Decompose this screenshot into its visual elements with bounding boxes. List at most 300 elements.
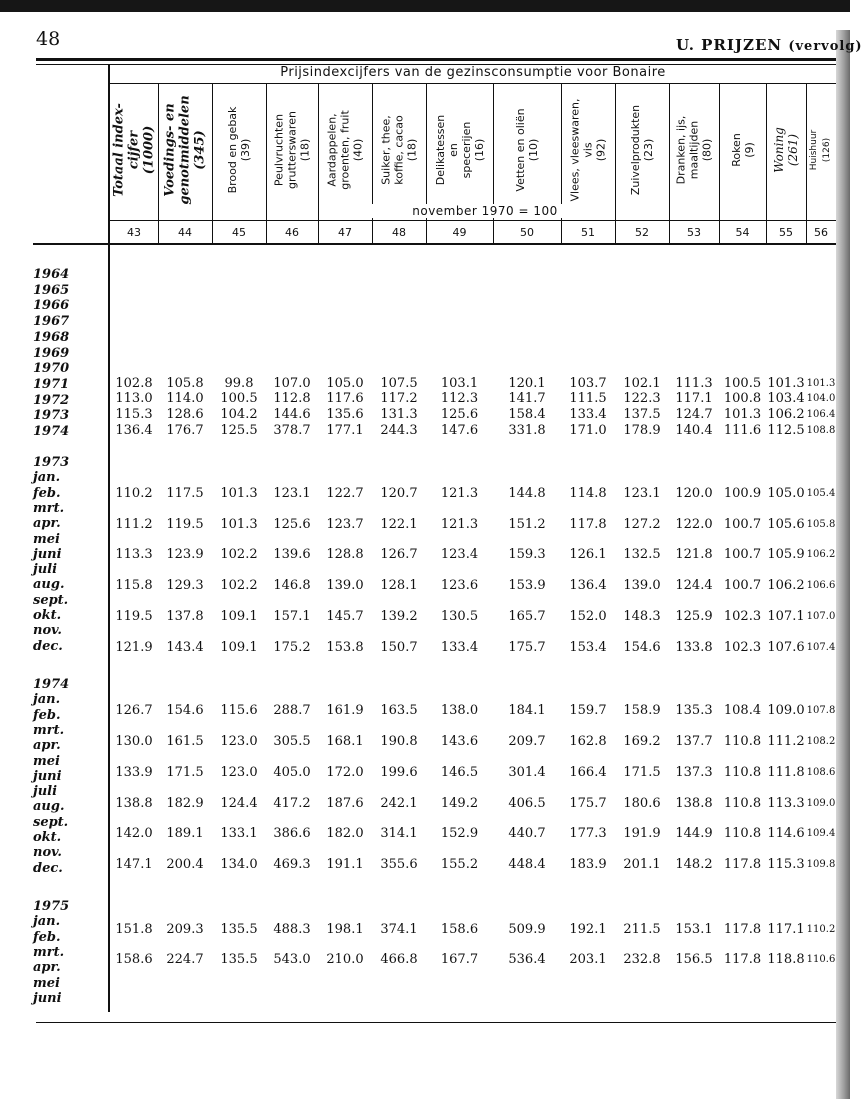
table-cell: 102.8 [115,376,153,391]
table-cell: 191.1 [326,857,364,872]
table-cell: 149.2 [440,796,479,811]
table-cell: 161.5 [166,734,204,749]
row-label: nov. [33,845,62,861]
column-header-label: Brood en gebak (39) [226,106,252,194]
table-cell: 117.8 [723,857,762,872]
table-cell: 108.6 [806,767,836,778]
table-cell: 103.7 [569,376,607,391]
table-cell: 189.1 [166,826,204,841]
table-cell: 111.2 [767,734,805,749]
table-cell: 101.3 [806,378,836,389]
table-cell: 140.4 [675,423,713,438]
table-cell: 123.9 [166,547,204,562]
table-cell: 111.8 [767,765,805,780]
table-cell: 153.1 [675,922,713,937]
table-cell: 117.8 [569,517,607,532]
table-cell: 107.6 [767,640,805,655]
row-label: 1973 [33,455,70,470]
table-cell: 106.2 [767,578,805,593]
table-cell: 122.0 [675,517,713,532]
column-number: 45 [232,226,246,239]
column-divider [426,84,427,243]
table-cell: 110.6 [806,954,836,965]
table-cell: 126.7 [115,703,153,718]
table-cell: 110.2 [806,924,836,935]
table-cell: 288.7 [273,703,311,718]
column-header-label: Zuivelprodukten (23) [629,104,655,196]
table-cell: 148.3 [623,609,661,624]
row-label: juni [33,546,62,562]
table-cell: 151.8 [115,922,153,937]
table-cell: 105.8 [806,519,836,530]
table-cell: 178.9 [623,423,661,438]
row-label: mei [33,753,60,769]
table-cell: 146.8 [273,578,311,593]
table-cell: 133.8 [675,640,713,655]
table-cell: 138.8 [675,796,713,811]
table-cell: 146.5 [440,765,479,780]
table-cell: 509.9 [508,922,546,937]
table-cell: 112.8 [273,391,311,406]
table-cell: 125.6 [440,407,479,422]
table-cell: 209.3 [166,922,204,937]
table-cell: 119.5 [166,517,204,532]
table-cell: 171.0 [569,423,607,438]
table-cell: 122.1 [380,517,418,532]
row-label: sept. [33,814,69,830]
row-label: 1967 [33,314,70,330]
table-cell: 156.5 [675,952,713,967]
column-header-44 [158,84,212,216]
table-cell: 131.3 [380,407,418,422]
row-label: 1972 [33,392,70,408]
table-cell: 128.6 [166,407,204,422]
table-cell: 104.2 [220,407,258,422]
table-cell: 135.5 [220,922,258,937]
table-cell: 175.2 [273,640,311,655]
table-cell: 108.2 [806,736,836,747]
table-cell: 105.0 [767,486,805,501]
row-label: 1970 [33,361,70,377]
table-cell: 139.0 [623,578,661,593]
table-cell: 102.2 [220,578,258,593]
table-cell: 117.2 [380,391,418,406]
table-cell: 109.0 [806,798,836,809]
table-cell: 111.6 [723,423,762,438]
table-cell: 374.1 [380,922,418,937]
column-divider [615,84,616,243]
table-cell: 191.9 [623,826,661,841]
table-cell: 113.0 [115,391,153,406]
table-cell: 120.7 [380,486,418,501]
table-cell: 184.1 [508,703,546,718]
table-cell: 104.0 [806,393,836,404]
column-divider [158,84,159,243]
table-cell: 139.6 [273,547,311,562]
table-cell: 109.0 [767,703,805,718]
table-cell: 107.5 [380,376,418,391]
table-cell: 171.5 [623,765,661,780]
table-cell: 244.3 [380,423,418,438]
table-cell: 301.4 [508,765,546,780]
column-header-label: Peulvruchten grutterswaren (18) [272,111,312,189]
column-header-label: Dranken, ijs, maaltijden (80) [674,115,714,185]
table-cell: 203.1 [569,952,607,967]
table-cell: 120.1 [508,376,546,391]
column-header-48 [372,84,426,216]
base-period-note: november 1970 = 100 [370,204,600,218]
table-cell: 142.0 [115,826,153,841]
table-cell: 314.1 [380,826,418,841]
table-cell: 133.4 [569,407,607,422]
table-cell: 143.6 [440,734,479,749]
table-cell: 129.3 [166,578,204,593]
table-cell: 145.7 [326,609,364,624]
table-cell: 176.7 [166,423,204,438]
table-cell: 103.1 [440,376,479,391]
column-divider [669,84,670,243]
table-cell: 112.5 [767,423,805,438]
table-cell: 122.7 [326,486,364,501]
table-cell: 192.1 [569,922,607,937]
column-header-50 [493,84,561,216]
table-cell: 123.6 [440,578,479,593]
table-cell: 165.7 [508,609,546,624]
table-cell: 159.3 [508,547,546,562]
table-cell: 136.4 [569,578,607,593]
table-cell: 198.1 [326,922,364,937]
table-cell: 100.9 [723,486,762,501]
table-cell: 102.2 [220,547,258,562]
table-cell: 115.3 [767,857,805,872]
table-cell: 133.4 [440,640,479,655]
table-cell: 102.3 [723,640,762,655]
table-cell: 117.1 [675,391,713,406]
table-cell: 175.7 [508,640,546,655]
column-divider [318,84,319,243]
table-cell: 106.2 [767,407,805,422]
column-number: 56 [814,226,828,239]
table-cell: 153.8 [326,640,364,655]
table-cell: 126.1 [569,547,607,562]
table-cell: 125.9 [675,609,713,624]
table-cell: 112.3 [440,391,479,406]
table-cell: 109.1 [220,640,258,655]
row-label: dec. [33,638,63,654]
table-cell: 147.6 [440,423,479,438]
table-cell: 134.0 [220,857,258,872]
column-header-label: Delikatessen en specerijen (16) [433,114,486,186]
table-cell: 99.8 [224,376,254,391]
table-cell: 155.2 [440,857,479,872]
table-cell: 169.2 [623,734,661,749]
table-cell: 132.5 [623,547,661,562]
table-cell: 123.4 [440,547,479,562]
row-label: mei [33,531,60,547]
table-cell: 199.6 [380,765,418,780]
table-cell: 440.7 [508,826,546,841]
row-label: sept. [33,592,69,608]
table-cell: 123.0 [220,734,258,749]
row-label: apr. [33,516,61,532]
page-number: 48 [36,28,61,50]
column-number: 50 [520,226,534,239]
row-label: 1965 [33,282,70,298]
column-divider [212,84,213,243]
column-header-49 [426,84,493,216]
table-cell: 543.0 [273,952,311,967]
table-cell: 110.2 [115,486,153,501]
table-cell: 109.8 [806,859,836,870]
table-cell: 123.7 [326,517,364,532]
table-cell: 114.0 [166,391,204,406]
table-cell: 111.2 [115,517,153,532]
column-number: 44 [178,226,192,239]
table-cell: 107.4 [806,642,836,653]
table-cell: 105.0 [326,376,364,391]
table-cell: 113.3 [115,547,153,562]
table-cell: 123.1 [273,486,311,501]
table-cell: 448.4 [508,857,546,872]
table-cell: 124.4 [220,796,258,811]
table-cell: 135.5 [220,952,258,967]
table-cell: 107.0 [806,611,836,622]
column-divider [766,84,767,243]
table-cell: 144.9 [675,826,713,841]
table-cell: 111.5 [569,391,607,406]
table-cell: 200.4 [166,857,204,872]
row-label: okt. [33,608,62,623]
row-label: feb. [33,485,61,501]
column-header-47 [318,84,372,216]
table-cell: 114.6 [767,826,805,841]
table-cell: 106.4 [806,409,836,420]
row-label: juni [33,768,62,784]
row-label: 1974 [33,677,70,692]
table-cell: 107.1 [767,609,805,624]
table-cell: 158.6 [115,952,153,967]
table-cell: 100.5 [220,391,258,406]
table-cell: 138.0 [440,703,479,718]
row-label: mrt. [33,944,65,960]
table-cell: 101.3 [220,486,258,501]
table-cell: 154.6 [623,640,661,655]
row-label: 1969 [33,345,70,361]
row-label: 1966 [33,298,70,314]
section-title-text: U. PRIJZEN [676,36,783,54]
table-cell: 488.3 [273,922,311,937]
row-label: feb. [33,707,61,723]
row-label: apr. [33,738,61,754]
table-cell: 209.7 [508,734,546,749]
table-cell: 123.0 [220,765,258,780]
column-header-54 [719,84,766,216]
column-number: 47 [338,226,352,239]
table-cell: 417.2 [273,796,311,811]
table-cell: 536.4 [508,952,546,967]
column-header-label: Totaal index- cijfer (1000) [111,103,157,197]
table-cell: 133.9 [115,765,153,780]
column-header-label: Woning (261) [772,127,800,173]
table-cell: 124.4 [675,578,713,593]
table-cell: 201.1 [623,857,661,872]
table-cell: 135.6 [326,407,364,422]
table-cell: 128.8 [326,547,364,562]
table-cell: 305.5 [273,734,311,749]
table-title: Prijsindexcijfers van de gezinsconsumptie voor Bonaire [280,65,666,80]
row-label: juli [33,562,58,578]
row-label: 1975 [33,899,70,914]
table-cell: 102.3 [723,609,762,624]
table-cell: 108.4 [723,703,762,718]
table-cell: 117.8 [723,922,762,937]
table-cell: 118.8 [767,952,805,967]
column-number: 46 [285,226,299,239]
table-cell: 331.8 [508,423,546,438]
table-cell: 107.8 [806,705,836,716]
table-cell: 110.8 [723,734,762,749]
table-cell: 182.0 [326,826,364,841]
scan-border-top [0,0,850,12]
table-cell: 114.8 [569,486,607,501]
table-cell: 119.5 [115,609,153,624]
table-cell: 137.7 [675,734,713,749]
table-cell: 466.8 [380,952,418,967]
table-cell: 177.1 [326,423,364,438]
column-header-label: Huishuur (126) [809,129,832,171]
row-label: 1971 [33,376,70,392]
table-cell: 111.3 [675,376,713,391]
column-number-rule-bottom [33,243,836,245]
column-number-rule-top [110,220,836,221]
table-cell: 117.6 [326,391,364,406]
row-label: mrt. [33,722,65,738]
row-label: dec. [33,860,63,876]
table-cell: 117.1 [767,922,805,937]
column-number: 48 [392,226,406,239]
table-cell: 121.3 [440,517,479,532]
table-cell: 177.3 [569,826,607,841]
table-cell: 158.6 [440,922,479,937]
table-cell: 105.8 [166,376,204,391]
row-label: feb. [33,929,61,945]
row-label: 1974 [33,424,70,439]
table-cell: 105.9 [767,547,805,562]
table-cell: 110.8 [723,826,762,841]
table-cell: 405.0 [273,765,311,780]
table-cell: 124.7 [675,407,713,422]
column-header-label: Vlees, vleeswaren, vis (92) [568,98,608,202]
table-cell: 100.8 [723,391,762,406]
table-cell: 139.2 [380,609,418,624]
row-label: juli [33,784,58,800]
row-label: jan. [33,914,61,930]
table-cell: 153.9 [508,578,546,593]
table-cell: 175.7 [569,796,607,811]
table-cell: 115.6 [220,703,258,718]
table-cell: 182.9 [166,796,204,811]
column-number: 52 [635,226,649,239]
column-divider [493,84,494,243]
table-cell: 123.1 [623,486,661,501]
table-cell: 102.1 [623,376,661,391]
row-label: jan. [33,470,61,486]
column-header-52 [615,84,669,216]
table-cell: 143.4 [166,640,204,655]
table-cell: 101.3 [723,407,762,422]
column-number: 49 [452,226,467,239]
table-cell: 224.7 [166,952,204,967]
table-cell: 130.5 [440,609,479,624]
table-cell: 106.2 [806,549,836,560]
row-label: 1968 [33,329,70,345]
row-label: juni [33,990,62,1006]
row-label: mrt. [33,500,65,516]
table-cell: 144.6 [273,407,311,422]
column-number: 51 [581,226,595,239]
column-divider [372,84,373,243]
row-label: 1973 [33,408,70,424]
table-cell: 127.2 [623,517,661,532]
row-label: 1964 [33,267,70,282]
table-cell: 122.3 [623,391,661,406]
row-label: okt. [33,830,62,845]
table-cell: 144.8 [508,486,546,501]
table-cell: 113.3 [767,796,805,811]
table-cell: 152.9 [440,826,479,841]
table-cell: 406.5 [508,796,546,811]
column-header-56 [806,84,836,216]
table-cell: 135.3 [675,703,713,718]
table-cell: 162.8 [569,734,607,749]
table-cell: 105.6 [767,517,805,532]
table-cell: 100.7 [723,578,762,593]
table-cell: 121.8 [675,547,713,562]
column-header-label: Roken (9) [729,133,756,167]
table-cell: 386.6 [273,826,311,841]
table-cell: 137.5 [623,407,661,422]
scan-border-right [836,30,850,1099]
table-cell: 110.8 [723,796,762,811]
table-cell: 108.8 [806,425,836,436]
table-cell: 141.7 [508,391,546,406]
column-header-43 [110,84,158,216]
table-cell: 128.1 [380,578,418,593]
table-cell: 138.8 [115,796,153,811]
column-header-label: Aardappelen, groenten, fruit (40) [325,110,365,190]
table-cell: 183.9 [569,857,607,872]
table-cell: 166.4 [569,765,607,780]
table-cell: 158.4 [508,407,546,422]
column-number: 55 [779,226,793,239]
table-cell: 172.0 [326,765,364,780]
table-cell: 242.1 [380,796,418,811]
table-cell: 232.8 [623,952,661,967]
row-label: aug. [33,799,65,815]
column-number: 53 [687,226,701,239]
table-cell: 190.8 [380,734,418,749]
table-cell: 151.2 [508,517,546,532]
table-cell: 103.4 [767,391,805,406]
table-cell: 121.9 [115,640,153,655]
table-cell: 100.7 [723,547,762,562]
table-cell: 100.7 [723,517,762,532]
table-cell: 125.5 [220,423,258,438]
table-cell: 120.0 [675,486,713,501]
column-header-45 [212,84,266,216]
table-cell: 210.0 [326,952,364,967]
table-cell: 163.5 [380,703,418,718]
